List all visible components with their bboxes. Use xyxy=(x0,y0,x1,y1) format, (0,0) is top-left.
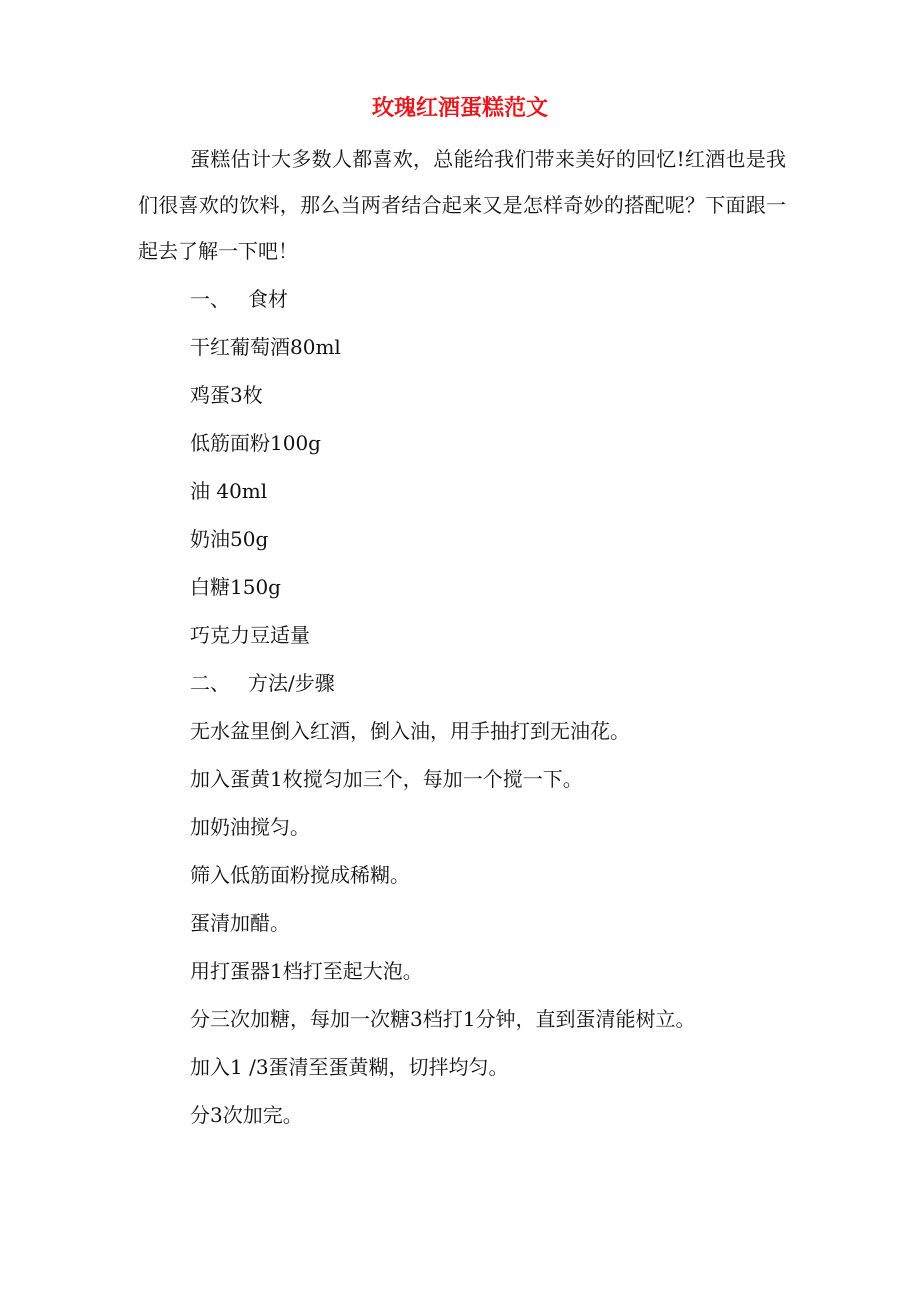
section-number: 二、 xyxy=(190,671,230,695)
document-title: 玫瑰红酒蛋糕范文 xyxy=(371,95,548,121)
step-item: 加奶油搅匀。 xyxy=(190,815,310,839)
ingredient-item: 白糖150g xyxy=(190,575,281,599)
step-item: 无水盆里倒入红酒，倒入油，用手抽打到无油花。 xyxy=(190,719,630,743)
section-heading-ingredients xyxy=(190,283,288,315)
step-item: 加入1 /3蛋清至蛋黄糊，切拌均匀。 xyxy=(190,1055,509,1079)
ingredient-item: 巧克力豆适量 xyxy=(190,623,310,647)
ingredient-item: 油 40ml xyxy=(190,479,268,503)
step-item: 筛入低筋面粉搅成稀糊。 xyxy=(190,863,410,887)
section-title: 食材 xyxy=(248,287,288,311)
step-item: 加入蛋黄1枚搅匀加三个，每加一个搅一下。 xyxy=(190,767,583,791)
ingredient-item: 低筋面粉100g xyxy=(190,431,321,455)
section-number: 一、 xyxy=(190,287,230,311)
ingredient-item: 干红葡萄酒80ml xyxy=(190,335,341,359)
ingredient-item: 奶油50g xyxy=(190,527,269,551)
step-item: 蛋清加醋。 xyxy=(190,911,290,935)
step-item: 分三次加糖，每加一次糖3档打1分钟，直到蛋清能树立。 xyxy=(190,1007,696,1031)
section-heading-steps xyxy=(190,667,335,699)
intro-paragraph: 蛋糕估计大多数人都喜欢，总能给我们带来美好的回忆!红酒也是我们很喜欢的饮料，那么当两者结合起来又是怎样奇妙的搭配呢？下面跟一起去了解一下吧！ xyxy=(138,147,786,263)
ingredient-item: 鸡蛋3枚 xyxy=(190,383,263,407)
section-title: 方法/步骤 xyxy=(248,671,335,695)
step-item: 分3次加完。 xyxy=(190,1103,303,1127)
step-item: 用打蛋器1档打至起大泡。 xyxy=(190,959,423,983)
